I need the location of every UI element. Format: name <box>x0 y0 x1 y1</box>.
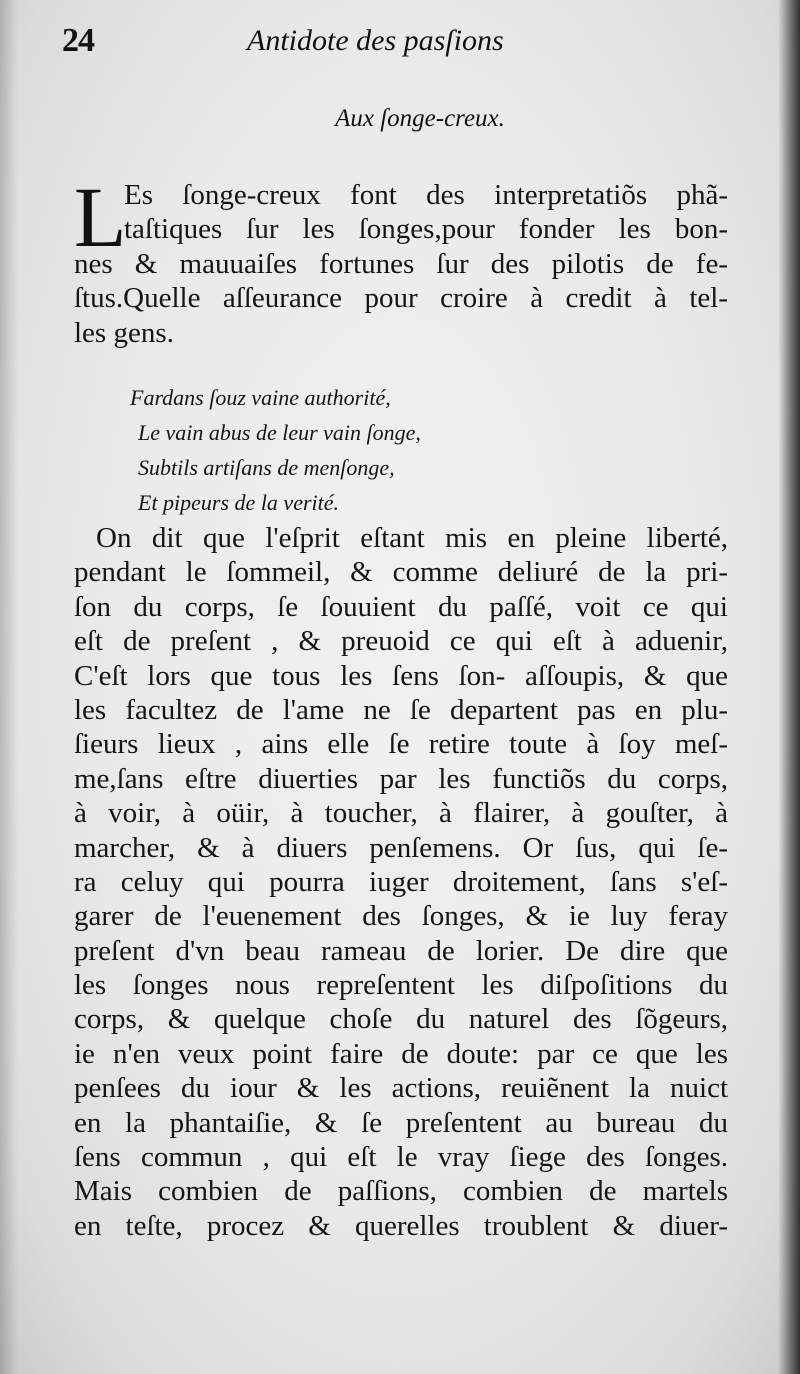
verse-line: Et pipeurs de la verité. <box>138 490 340 515</box>
text-line: preſent d'vn beau rameau de lorier. De dire que <box>74 934 728 967</box>
text-line: ra celuy qui pourra iuger droitement, ſans s'eſ- <box>74 865 728 898</box>
text-line: penſees du iour & les actions, reuiẽnent la nuict <box>74 1072 728 1105</box>
text-line: à voir, à oüir, à toucher, à flairer, à gouſter, à <box>74 797 728 830</box>
page-header <box>62 22 760 62</box>
text-line: ſon du corps, ſe ſouuient du paſſé, voit ce qui <box>74 590 728 623</box>
text-line: On dit que l'eſprit eſtant mis en pleine liberté, <box>96 522 728 554</box>
page-gutter-shadow <box>778 0 800 1374</box>
text-line: en la phantaiſie, & ſe preſentent au bureau du <box>74 1106 728 1139</box>
text-line: marcher, & à diuers penſemens. Or ſus, qui ſe- <box>74 831 728 864</box>
main-paragraph <box>74 521 728 1243</box>
verse-line: Fardans ſouz vaine authorité, <box>130 385 391 410</box>
page-left-shadow <box>0 0 18 1374</box>
text-line: corps, & quelque choſe du naturel des ſõgeurs, <box>74 1003 728 1036</box>
text-line: ſens commun , qui eſt le vray ſiege des ſonges. <box>74 1141 728 1174</box>
text-line: ie n'en veux point faire de doute: par ce que les <box>74 1037 728 1070</box>
page-number: 24 <box>62 22 94 59</box>
verse-line: Le vain abus de leur vain ſonge, <box>138 420 421 445</box>
text-line: en teſte, procez & querelles troublent & diuer- <box>74 1209 728 1242</box>
text-line: me,ſans eſtre diuerties par les functiõs du corps, <box>74 762 728 795</box>
text-line: pendant le ſommeil, & comme deliuré de la pri- <box>74 556 728 589</box>
text-line: les ſonges nous repreſentent les diſpoſitions du <box>74 969 728 1002</box>
verse-line: Subtils artiſans de menſonge, <box>138 455 395 480</box>
text-line: Es ſonge-creux font des interpretatiõs phã- <box>124 179 728 211</box>
text-line: les facultez de l'ame ne ſe departent pas en plu- <box>74 693 728 726</box>
section-title: Aux ſonge-creux. <box>335 105 505 132</box>
text-line: les gens. <box>74 316 174 349</box>
text-line: garer de l'euenement des ſonges, & ie luy feray <box>74 900 728 933</box>
running-head: Antidote des pasſions <box>247 24 504 57</box>
drop-cap: L <box>74 169 127 265</box>
verse-stanza <box>130 380 630 520</box>
text-line: eſt de preſent , & preuoid ce qui eſt à aduenir, <box>74 625 728 658</box>
text-line: C'eſt lors que tous les ſens ſon- aſſoupis, & que <box>74 659 728 692</box>
text-line: ſtus.Quelle aſſeurance pour croire à credit à tel- <box>74 282 728 315</box>
text-line: nes & mauuaiſes fortunes ſur des pilotis de fe- <box>74 247 728 280</box>
text-line: taſtiques ſur les ſonges,pour fonder les bon- <box>124 213 728 246</box>
intro-paragraph <box>74 169 728 350</box>
text-line: Mais combien de paſſions, combien de martels <box>74 1175 728 1208</box>
text-line: ſieurs lieux , ains elle ſe retire toute à ſoy meſ- <box>74 728 728 761</box>
